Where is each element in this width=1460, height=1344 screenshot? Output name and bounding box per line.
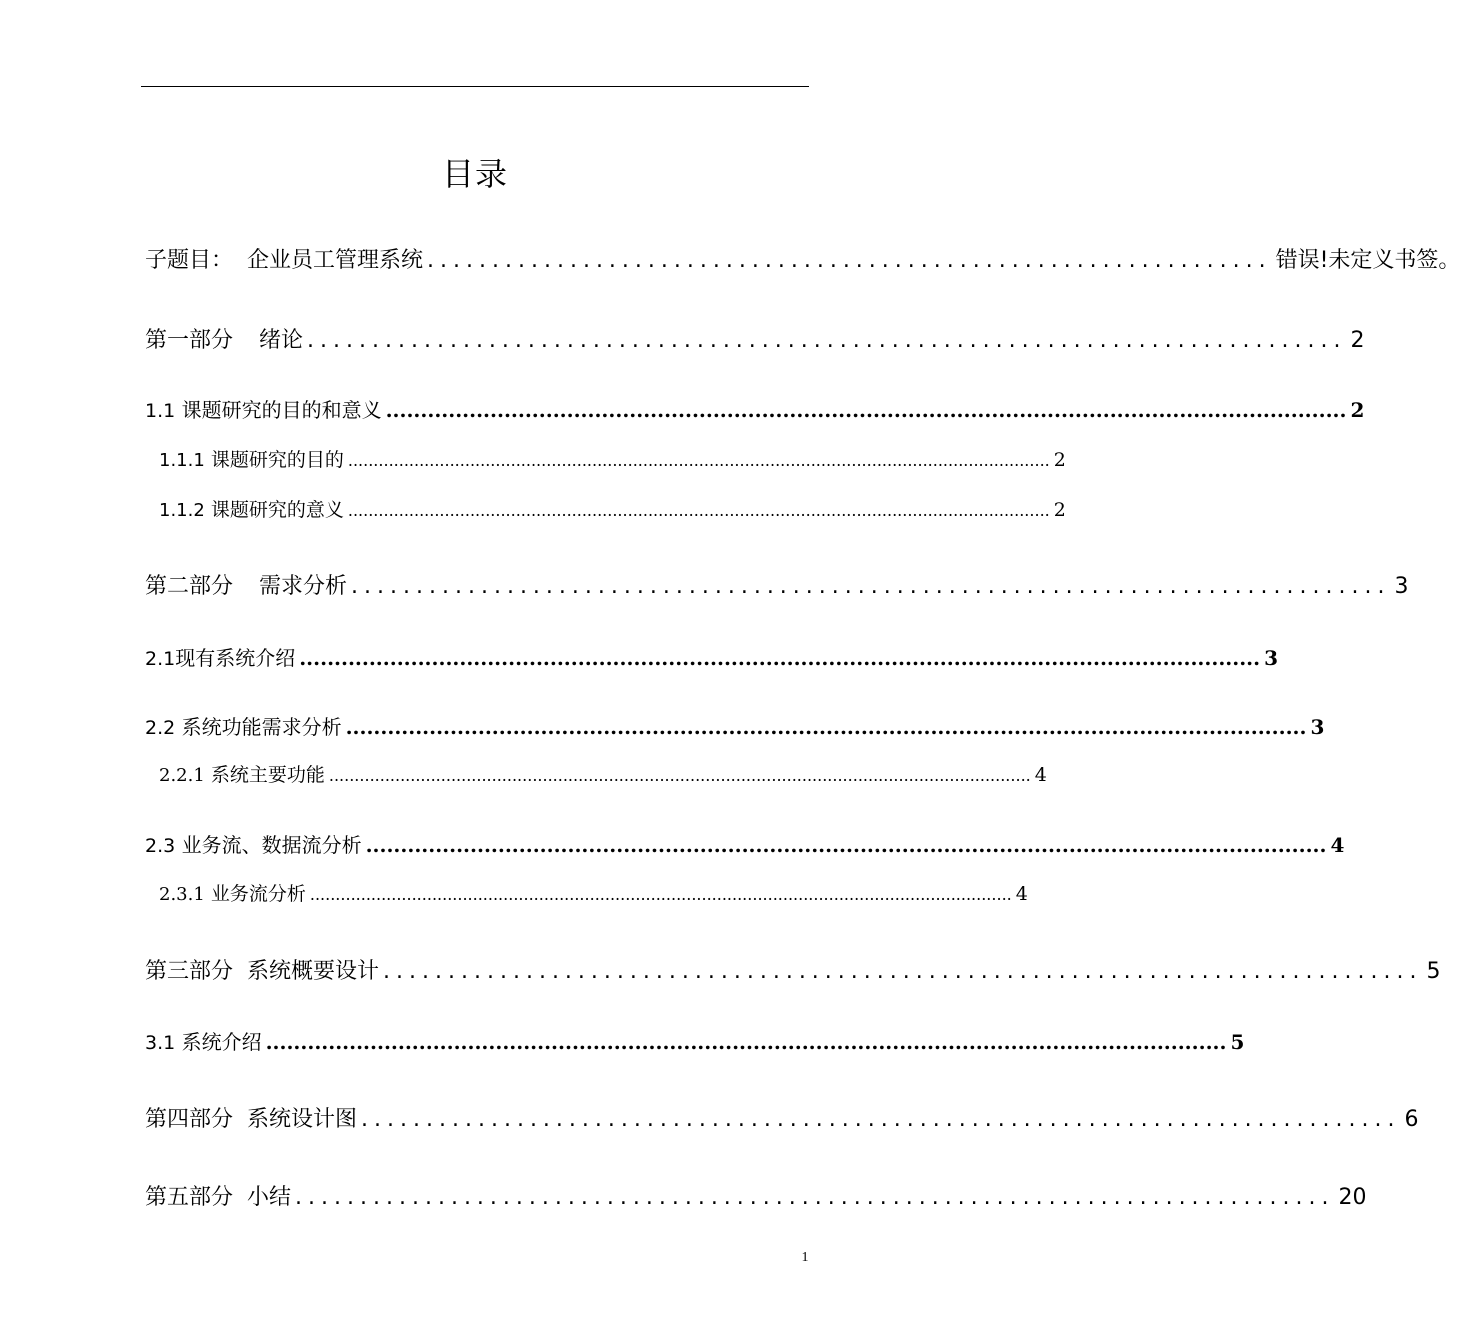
toc-entry-name: 系统设计图 [247, 1107, 358, 1132]
toc-entry-name: 需求分析 [259, 574, 348, 599]
toc-entry-label: 第三部分 [145, 959, 234, 984]
toc-entry-name: 系统介绍 [181, 1030, 262, 1054]
toc-leader: ................................................................................ [295, 1185, 1335, 1210]
toc-entry-number: 2.1 [145, 648, 176, 670]
toc-entry-label: 子题目： [145, 248, 234, 273]
toc-entry-subtitle[interactable] [145, 246, 1460, 276]
toc-entry-name: 系统功能需求分析 [181, 715, 342, 739]
toc-entry-part-4[interactable] [145, 1105, 1419, 1135]
toc-entry-page: 错误!未定义书签。 [1275, 248, 1460, 273]
toc-entry-label: 第一部分 [145, 328, 234, 353]
toc-entry-name: 系统主要功能 [210, 764, 325, 786]
toc-entry-part-3[interactable] [145, 957, 1441, 987]
toc-leader: .......................................................................................................................................... [365, 833, 1327, 857]
toc-entry-label: 第二部分 [145, 574, 234, 599]
toc-entry-section-2-2[interactable] [145, 713, 1325, 742]
toc-entry-page: 20 [1338, 1185, 1367, 1210]
toc-entry-number: 3.1 [145, 1032, 176, 1054]
toc-leader: ................................................................................ [351, 574, 1391, 599]
toc-entry-name: 绪论 [259, 328, 304, 353]
toc-entry-page: 3 [1310, 715, 1325, 739]
toc-entry-name: 企业员工管理系统 [247, 248, 424, 273]
toc-leader: .......................................................................................................................................... [309, 885, 1012, 904]
toc-leader: .......................................................................................................................................... [345, 715, 1307, 739]
toc-entry-page: 5 [1426, 959, 1441, 984]
toc-entry-name: 业务流分析 [210, 883, 306, 905]
toc-leader: .......................................................................................................................................... [299, 646, 1261, 670]
toc-leader: .......................................................................................................................................... [347, 501, 1050, 520]
toc-leader: ................................................................................ [361, 1107, 1401, 1132]
toc-entry-page: 2 [1053, 449, 1066, 471]
toc-leader: .......................................................................................................................................... [328, 766, 1031, 785]
toc-leader: .......................................................................................................................................... [347, 451, 1050, 470]
toc-entry-number: 2.3.1 [159, 884, 205, 905]
toc-entry-label: 第五部分 [145, 1185, 234, 1210]
toc-entry-number: 2.2 [145, 717, 176, 739]
toc-entry-number: 1.1 [145, 400, 176, 422]
toc-entry-section-1-1[interactable] [145, 396, 1365, 425]
toc-leader: ................................................................................ [383, 959, 1423, 984]
toc-entry-page: 4 [1330, 833, 1345, 857]
toc-leader: .......................................................................................................................................... [385, 398, 1347, 422]
toc-leader: ................................................................. [427, 248, 1272, 273]
toc-entry-page: 4 [1015, 883, 1028, 905]
toc-entry-part-2[interactable] [145, 572, 1409, 602]
toc-entry-name: 课题研究的目的和意义 [181, 398, 382, 422]
toc-entry-part-1[interactable] [145, 326, 1365, 356]
toc-leader: .......................................................................................................................................... [265, 1030, 1227, 1054]
toc-entry-part-5[interactable] [145, 1183, 1367, 1213]
toc-entry-page: 6 [1404, 1107, 1419, 1132]
toc-entry-name: 业务流、数据流分析 [181, 833, 362, 857]
toc-entry-name: 课题研究的意义 [210, 499, 344, 521]
toc-leader: ................................................................................ [307, 328, 1347, 353]
toc-entry-name: 课题研究的目的 [210, 449, 344, 471]
toc-entry-page: 3 [1264, 646, 1279, 670]
toc-entry-subsection-2-3-1[interactable] [159, 881, 1028, 908]
toc-entry-page: 2 [1350, 328, 1365, 353]
toc-entry-name: 系统概要设计 [247, 959, 380, 984]
toc-entry-number: 1.1.2 [159, 500, 205, 521]
page-number: 1 [801, 1250, 809, 1265]
toc-entry-page: 3 [1394, 574, 1409, 599]
toc-entry-subsection-1-1-1[interactable] [159, 447, 1066, 474]
toc-entry-page: 2 [1053, 499, 1066, 521]
toc-entry-name: 小结 [247, 1185, 292, 1210]
toc-entry-number: 2.3 [145, 835, 176, 857]
toc-entry-name: 现有系统介绍 [175, 646, 296, 670]
toc-title: 目录 [441, 155, 508, 193]
header-rule [141, 86, 809, 87]
toc-entry-section-2-3[interactable] [145, 831, 1345, 860]
toc-entry-label: 第四部分 [145, 1107, 234, 1132]
toc-entry-number: 2.2.1 [159, 765, 205, 786]
toc-entry-section-2-1[interactable] [145, 644, 1279, 673]
toc-entry-subsection-2-2-1[interactable] [159, 762, 1047, 789]
toc-entry-subsection-1-1-2[interactable] [159, 497, 1066, 524]
toc-entry-section-3-1[interactable] [145, 1028, 1245, 1057]
toc-entry-number: 1.1.1 [159, 450, 205, 471]
toc-entry-page: 4 [1034, 764, 1047, 786]
toc-entry-page: 5 [1230, 1030, 1245, 1054]
toc-entry-page: 2 [1350, 398, 1365, 422]
